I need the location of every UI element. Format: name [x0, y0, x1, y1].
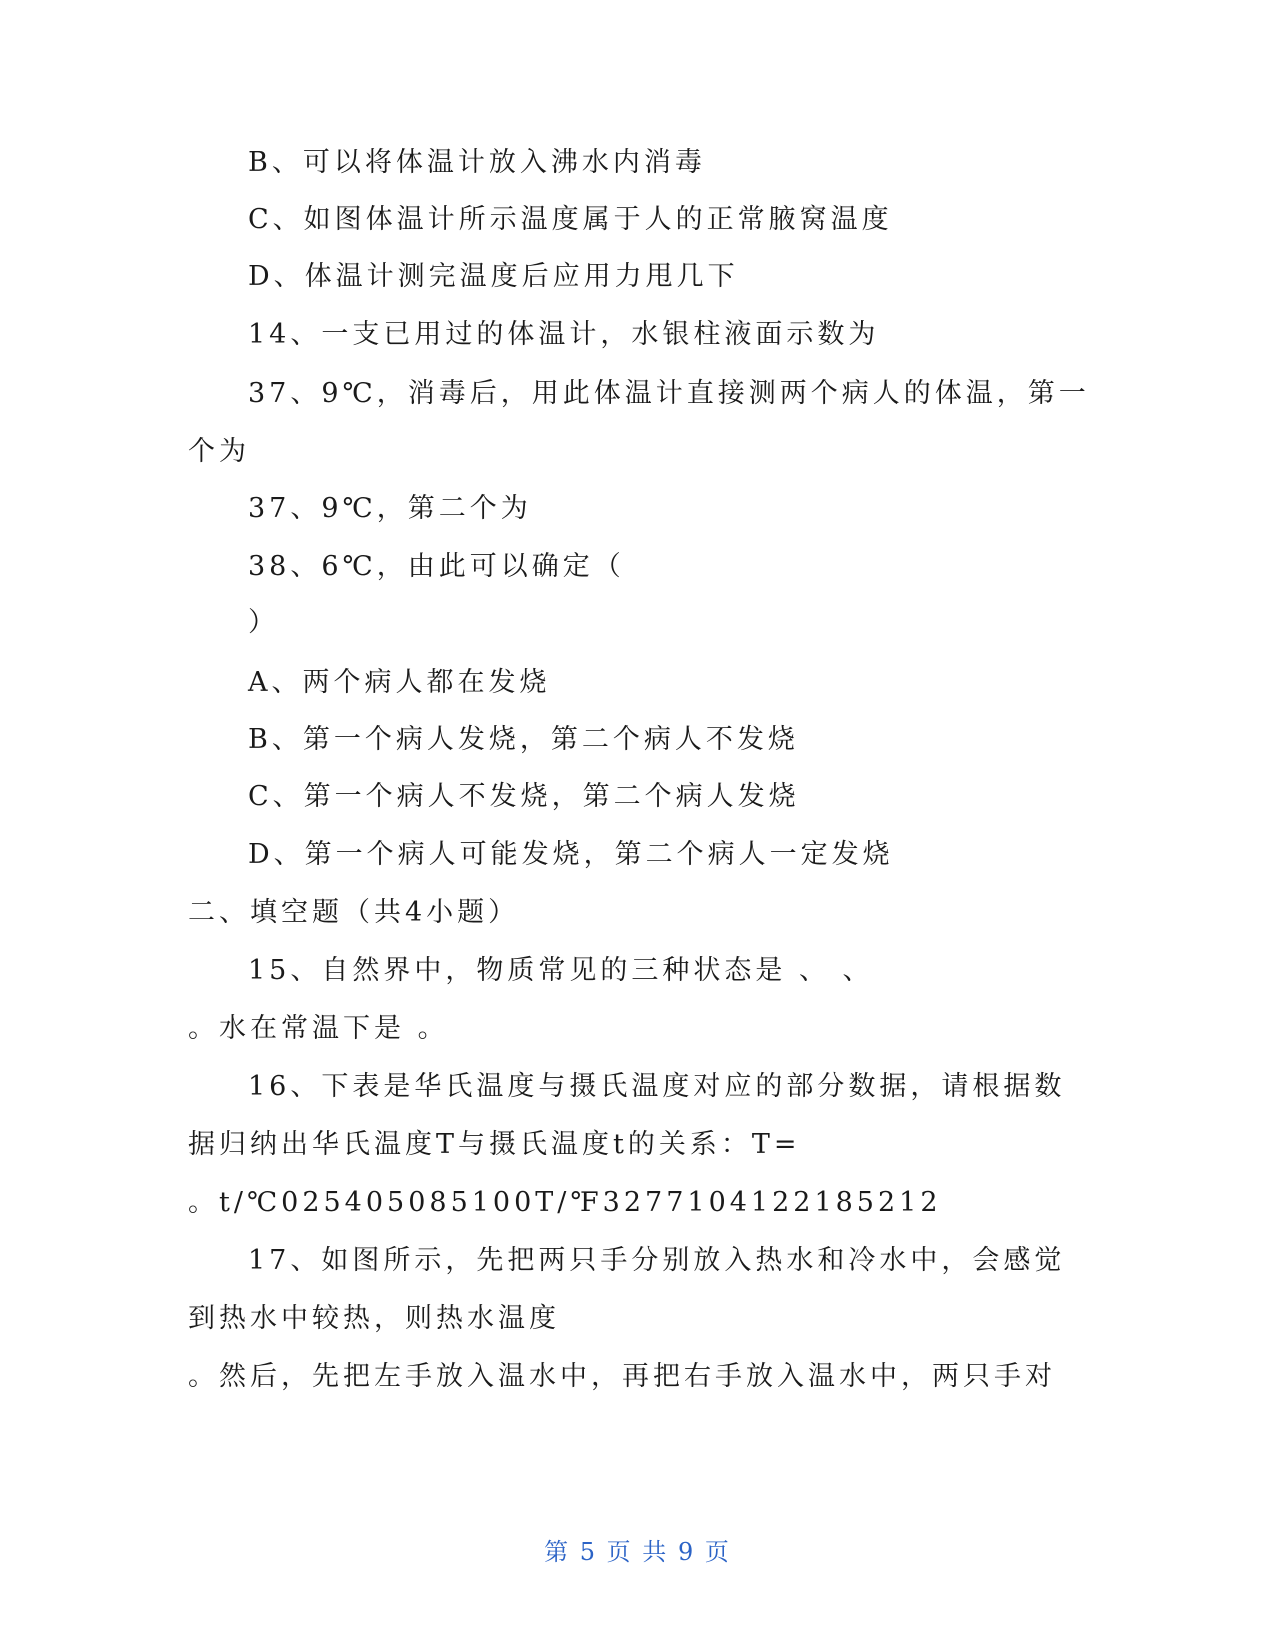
question-14-line: 38、6℃，由此可以确定（: [248, 551, 625, 582]
question-14-bracket: ）: [248, 607, 279, 638]
question-14-line: 37、9℃，消毒后，用此体温计直接测两个病人的体温，第一: [248, 378, 1090, 409]
question-17-line: 到热水中较热，则热水温度: [188, 1303, 560, 1334]
question-14-line: 14、一支已用过的体温计，水银柱液面示数为: [248, 319, 880, 350]
question-17-line: 。然后，先把左手放入温水中，再把右手放入温水中，两只手对: [188, 1361, 1056, 1392]
question-16-line: 16、下表是华氏温度与摄氏温度对应的部分数据，请根据数: [248, 1071, 1066, 1102]
question-14-line: 个为: [188, 436, 250, 467]
option-c-line: C、如图体温计所示温度属于人的正常腋窝温度: [248, 204, 893, 235]
option-c-line: C、第一个病人不发烧，第二个病人发烧: [248, 781, 800, 812]
question-15-line: 。水在常温下是 。: [188, 1013, 449, 1044]
section-heading: 二、填空题（共4小题）: [188, 897, 520, 928]
question-17-line: 17、如图所示，先把两只手分别放入热水和冷水中，会感觉: [248, 1245, 1066, 1276]
option-d-line: D、第一个病人可能发烧，第二个病人一定发烧: [248, 839, 894, 870]
question-14-line: 37、9℃，第二个为: [248, 493, 532, 524]
page-footer: 第 5 页 共 9 页: [544, 1538, 731, 1566]
option-b-line: B、第一个病人发烧，第二个病人不发烧: [248, 724, 799, 755]
option-b-line: B、可以将体温计放入沸水内消毒: [248, 147, 706, 178]
option-a-line: A、两个病人都在发烧: [248, 667, 551, 698]
question-16-line: 据归纳出华氏温度T与摄氏温度t的关系：T=: [188, 1129, 801, 1160]
option-d-line: D、体温计测完温度后应用力甩几下: [248, 261, 739, 292]
question-15-line: 15、自然界中，物质常见的三种状态是 、 、: [248, 955, 874, 986]
question-16-table-line: 。t/℃025405085100T/℉3277104122185212: [188, 1187, 942, 1218]
